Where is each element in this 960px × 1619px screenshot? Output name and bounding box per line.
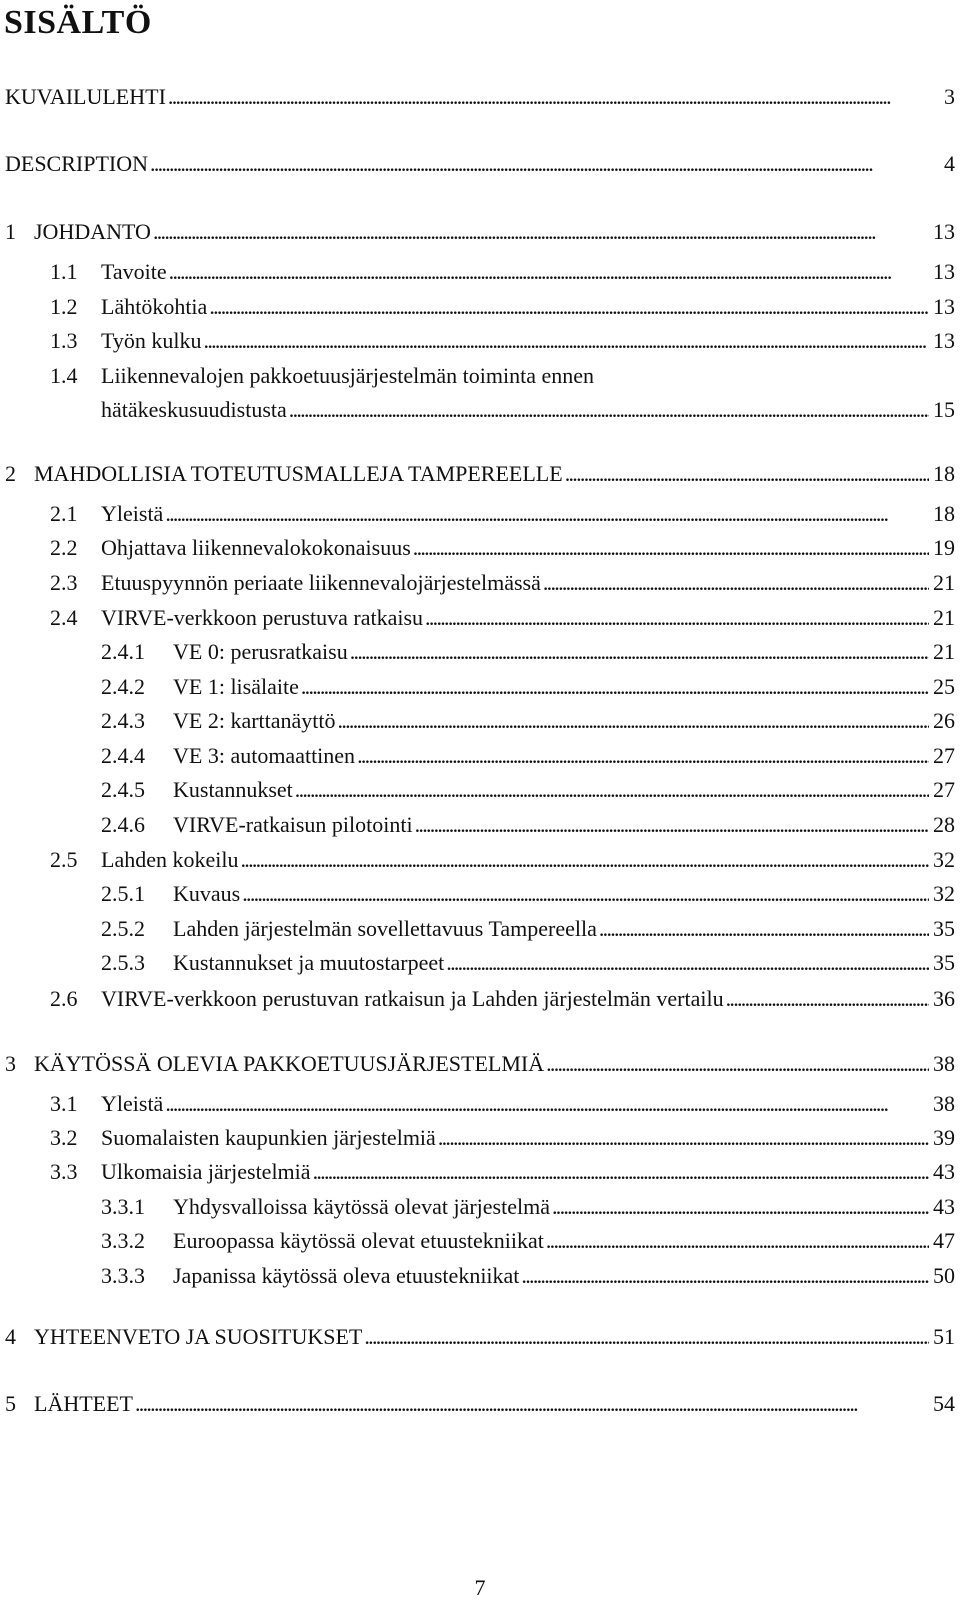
toc-entry-title: Yleistä: [101, 501, 164, 526]
toc-entry-title: Yhdysvalloissa käytössä olevat järjestelmä: [173, 1194, 550, 1219]
toc-entry-title: Euroopassa käytössä olevat etuustekniikat: [173, 1228, 544, 1253]
toc-entry-number: 3.2: [50, 1125, 78, 1150]
toc-entry-number: 2.4.3: [101, 708, 145, 733]
toc-entry-title: Kustannukset ja muutostarpeet: [173, 950, 445, 975]
toc-entry-page: 38: [933, 1091, 955, 1116]
toc-entry-title: VIRVE-verkkoon perustuva ratkaisu: [101, 605, 424, 630]
toc-entry-page: 13: [933, 294, 955, 319]
dot-leader: [293, 774, 929, 806]
toc-entry-number: 2.2: [50, 535, 78, 560]
dot-leader: [563, 458, 929, 490]
toc-entry-number: 3.3.3: [101, 1263, 145, 1288]
toc-entry-page: 32: [933, 847, 955, 872]
toc-entry-page: 27: [933, 777, 955, 802]
dot-leader: [541, 567, 929, 599]
toc-entry-title: Kustannukset: [173, 777, 293, 802]
dot-leader: [355, 740, 929, 772]
toc-entry-number: 2.4.2: [101, 674, 145, 699]
toc-entry[interactable]: [0, 81, 960, 113]
toc-entry-title: VE 2: karttanäyttö: [173, 708, 336, 733]
toc-entry-title: Etuuspyynnön periaate liikennevalojärjestelmässä: [101, 570, 541, 595]
toc-entry-page: 35: [933, 916, 955, 941]
toc-entry[interactable]: [0, 532, 960, 564]
toc-entry[interactable]: [0, 1122, 960, 1154]
toc-entry-title: DESCRIPTION: [5, 151, 149, 176]
dot-leader: [413, 809, 929, 841]
toc-entry[interactable]: [0, 394, 960, 426]
toc-entry-page: 38: [933, 1051, 955, 1076]
toc-entry-number: 1.3: [50, 328, 78, 353]
dot-leader: [166, 81, 940, 113]
page-number: 7: [474, 1575, 486, 1600]
toc-entry-title: Suomalaisten kaupunkien järjestelmiä: [101, 1125, 436, 1150]
toc-entry[interactable]: [0, 671, 960, 703]
toc-entry-page: 43: [933, 1194, 955, 1219]
toc-entry-page: 3: [944, 84, 955, 109]
toc-entry-number: 3.3.1: [101, 1194, 145, 1219]
toc-entry-title: hätäkeskusuudistusta: [101, 397, 287, 422]
toc-entry[interactable]: [0, 325, 960, 357]
toc-entry-page: 28: [933, 812, 955, 837]
toc-entry[interactable]: [0, 1225, 960, 1257]
toc-entry[interactable]: [0, 1321, 960, 1353]
toc-entry-page: 54: [933, 1391, 955, 1416]
toc-entry-title: Ulkomaisia järjestelmiä: [101, 1159, 311, 1184]
toc-entry-page: 13: [933, 259, 955, 284]
toc-entry-number: 3: [5, 1051, 16, 1076]
toc-entry-number: 3.3.2: [101, 1228, 145, 1253]
dot-leader: [163, 498, 929, 530]
dot-leader: [597, 913, 929, 945]
toc-entry[interactable]: [0, 809, 960, 841]
toc-entry-page: 4: [944, 151, 955, 176]
toc-entry[interactable]: [0, 216, 960, 248]
toc-entry[interactable]: [0, 740, 960, 772]
toc-entry-number: 3.1: [50, 1091, 78, 1116]
toc-entry[interactable]: [0, 1191, 960, 1223]
toc-entry-number: 2.4: [50, 605, 78, 630]
toc-entry-page: 19: [933, 535, 955, 560]
toc-entry-title: VE 0: perusratkaisu: [173, 639, 348, 664]
dot-leader: [348, 636, 929, 668]
dot-leader: [163, 1088, 929, 1120]
toc-entry-title: Lahden kokeilu: [101, 847, 239, 872]
toc-entry-number: 2.4.5: [101, 777, 145, 802]
dot-leader: [362, 1321, 929, 1353]
toc-entry-number: 3.3: [50, 1159, 78, 1184]
toc-entry[interactable]: [0, 844, 960, 876]
toc-entry-page: 35: [933, 950, 955, 975]
toc-entry[interactable]: [0, 1088, 960, 1120]
toc-entry-page: 13: [933, 219, 955, 244]
toc-entry-number: 2: [5, 461, 16, 486]
toc-entry-number: 2.4.1: [101, 639, 145, 664]
toc-entry-page: 39: [933, 1125, 955, 1150]
toc-entry[interactable]: [0, 1156, 960, 1188]
dot-leader: [544, 1048, 929, 1080]
dot-leader: [436, 1122, 929, 1154]
toc-entry-page: 51: [933, 1324, 955, 1349]
toc-entry-number: 2.4.6: [101, 812, 145, 837]
toc-entry-page: 21: [933, 570, 955, 595]
dot-leader: [207, 291, 929, 323]
toc-entry-page: 36: [933, 986, 955, 1011]
toc-entry-title: MAHDOLLISIA TOTEUTUSMALLEJA TAMPEREELLE: [34, 461, 563, 486]
toc-entry-title: VE 1: lisälaite: [173, 674, 299, 699]
toc-entry-title: LÄHTEET: [34, 1391, 133, 1416]
toc-entry-number: 2.1: [50, 501, 78, 526]
toc-entry[interactable]: [0, 1048, 960, 1080]
dot-leader: [167, 256, 929, 288]
dot-leader: [336, 705, 929, 737]
toc-entry[interactable]: [0, 878, 960, 910]
dot-leader: [444, 947, 929, 979]
toc-entry-title: JOHDANTO: [34, 219, 151, 244]
toc-entry[interactable]: [0, 360, 960, 392]
toc-entry[interactable]: [0, 913, 960, 945]
dot-leader: [311, 1156, 929, 1188]
toc-entry-number: 2.5.2: [101, 916, 145, 941]
dot-leader: [133, 1388, 929, 1420]
dot-leader: [287, 394, 929, 426]
toc-entry[interactable]: [0, 774, 960, 806]
toc-entry-number: 1.1: [50, 259, 78, 284]
dot-leader: [423, 602, 929, 634]
toc-entry-page: 18: [933, 501, 955, 526]
toc-entry-number: 2.5.1: [101, 881, 145, 906]
toc-entry-page: 26: [933, 708, 955, 733]
toc-entry-number: 2.3: [50, 570, 78, 595]
toc-entry-page: 43: [933, 1159, 955, 1184]
dot-leader: [724, 983, 929, 1015]
dot-leader: [519, 1260, 929, 1292]
toc-entry[interactable]: [0, 1260, 960, 1292]
toc-entry[interactable]: [0, 705, 960, 737]
toc-entry-title: Lahden järjestelmän sovellettavuus Tampereella: [173, 916, 597, 941]
toc-entry-number: 4: [5, 1324, 16, 1349]
toc-entry-page: 18: [933, 461, 955, 486]
dot-leader: [148, 148, 940, 180]
toc-entry-number: 1: [5, 219, 16, 244]
toc-entry[interactable]: [0, 947, 960, 979]
page-title: SISÄLTÖ: [4, 4, 152, 41]
toc-entry-title: Liikennevalojen pakkoetuusjärjestelmän toiminta ennen: [101, 363, 595, 388]
toc-entry-page: 47: [933, 1228, 955, 1253]
toc-entry-page: 25: [933, 674, 955, 699]
toc-entry-title: Ohjattava liikennevalokokonaisuus: [101, 535, 411, 560]
dot-leader: [238, 844, 929, 876]
toc-entry-title: VE 3: automaattinen: [173, 743, 356, 768]
toc-entry-title: VIRVE-ratkaisun pilotointi: [173, 812, 413, 837]
toc-entry-number: 5: [5, 1391, 16, 1416]
toc-entry-number: 2.6: [50, 986, 78, 1011]
toc-entry-title: Tavoite: [101, 259, 167, 284]
toc-entry-number: 1.2: [50, 294, 78, 319]
toc-entry[interactable]: [0, 636, 960, 668]
toc-entry[interactable]: [0, 567, 960, 599]
toc-entry[interactable]: [0, 458, 960, 490]
toc-entry-number: 2.4.4: [101, 743, 145, 768]
toc-entry-page: 27: [933, 743, 955, 768]
toc-entry-page: 15: [933, 397, 955, 422]
toc-entry[interactable]: [0, 602, 960, 634]
dot-leader: [151, 216, 929, 248]
toc-entry[interactable]: [0, 256, 960, 288]
dot-leader: [240, 878, 929, 910]
toc-entry-page: 21: [933, 639, 955, 664]
dot-leader: [411, 532, 929, 564]
toc-entry[interactable]: [0, 983, 960, 1015]
toc-entry-page: 21: [933, 605, 955, 630]
toc-entry-page: 32: [933, 881, 955, 906]
dot-leader: [544, 1225, 929, 1257]
toc-entry-title: YHTEENVETO JA SUOSITUKSET: [34, 1324, 363, 1349]
toc-entry-number: 2.5: [50, 847, 78, 872]
toc-entry-title: Yleistä: [101, 1091, 164, 1116]
dot-leader: [299, 671, 929, 703]
toc-entry-number: 2.5.3: [101, 950, 145, 975]
toc-entry[interactable]: [0, 148, 960, 180]
dot-leader: [550, 1191, 929, 1223]
toc-entry-title: Japanissa käytössä oleva etuustekniikat: [173, 1263, 520, 1288]
toc-entry-title: KUVAILULEHTI: [5, 84, 166, 109]
toc-entry-title: Työn kulku: [101, 328, 202, 353]
toc-entry-page: 13: [933, 328, 955, 353]
toc-entry-title: KÄYTÖSSÄ OLEVIA PAKKOETUUSJÄRJESTELMIÄ: [34, 1051, 545, 1076]
toc-entry[interactable]: [0, 291, 960, 323]
toc-entry[interactable]: [0, 498, 960, 530]
toc-entry[interactable]: [0, 1388, 960, 1420]
toc-entry-title: Kuvaus: [173, 881, 241, 906]
dot-leader: [202, 325, 929, 357]
toc-entry-page: 50: [933, 1263, 955, 1288]
toc-entry-title: VIRVE-verkkoon perustuvan ratkaisun ja Lahden järjestelmän vertailu: [101, 986, 724, 1011]
toc-entry-title: Lähtökohtia: [101, 294, 208, 319]
toc-entry-number: 1.4: [50, 363, 78, 388]
